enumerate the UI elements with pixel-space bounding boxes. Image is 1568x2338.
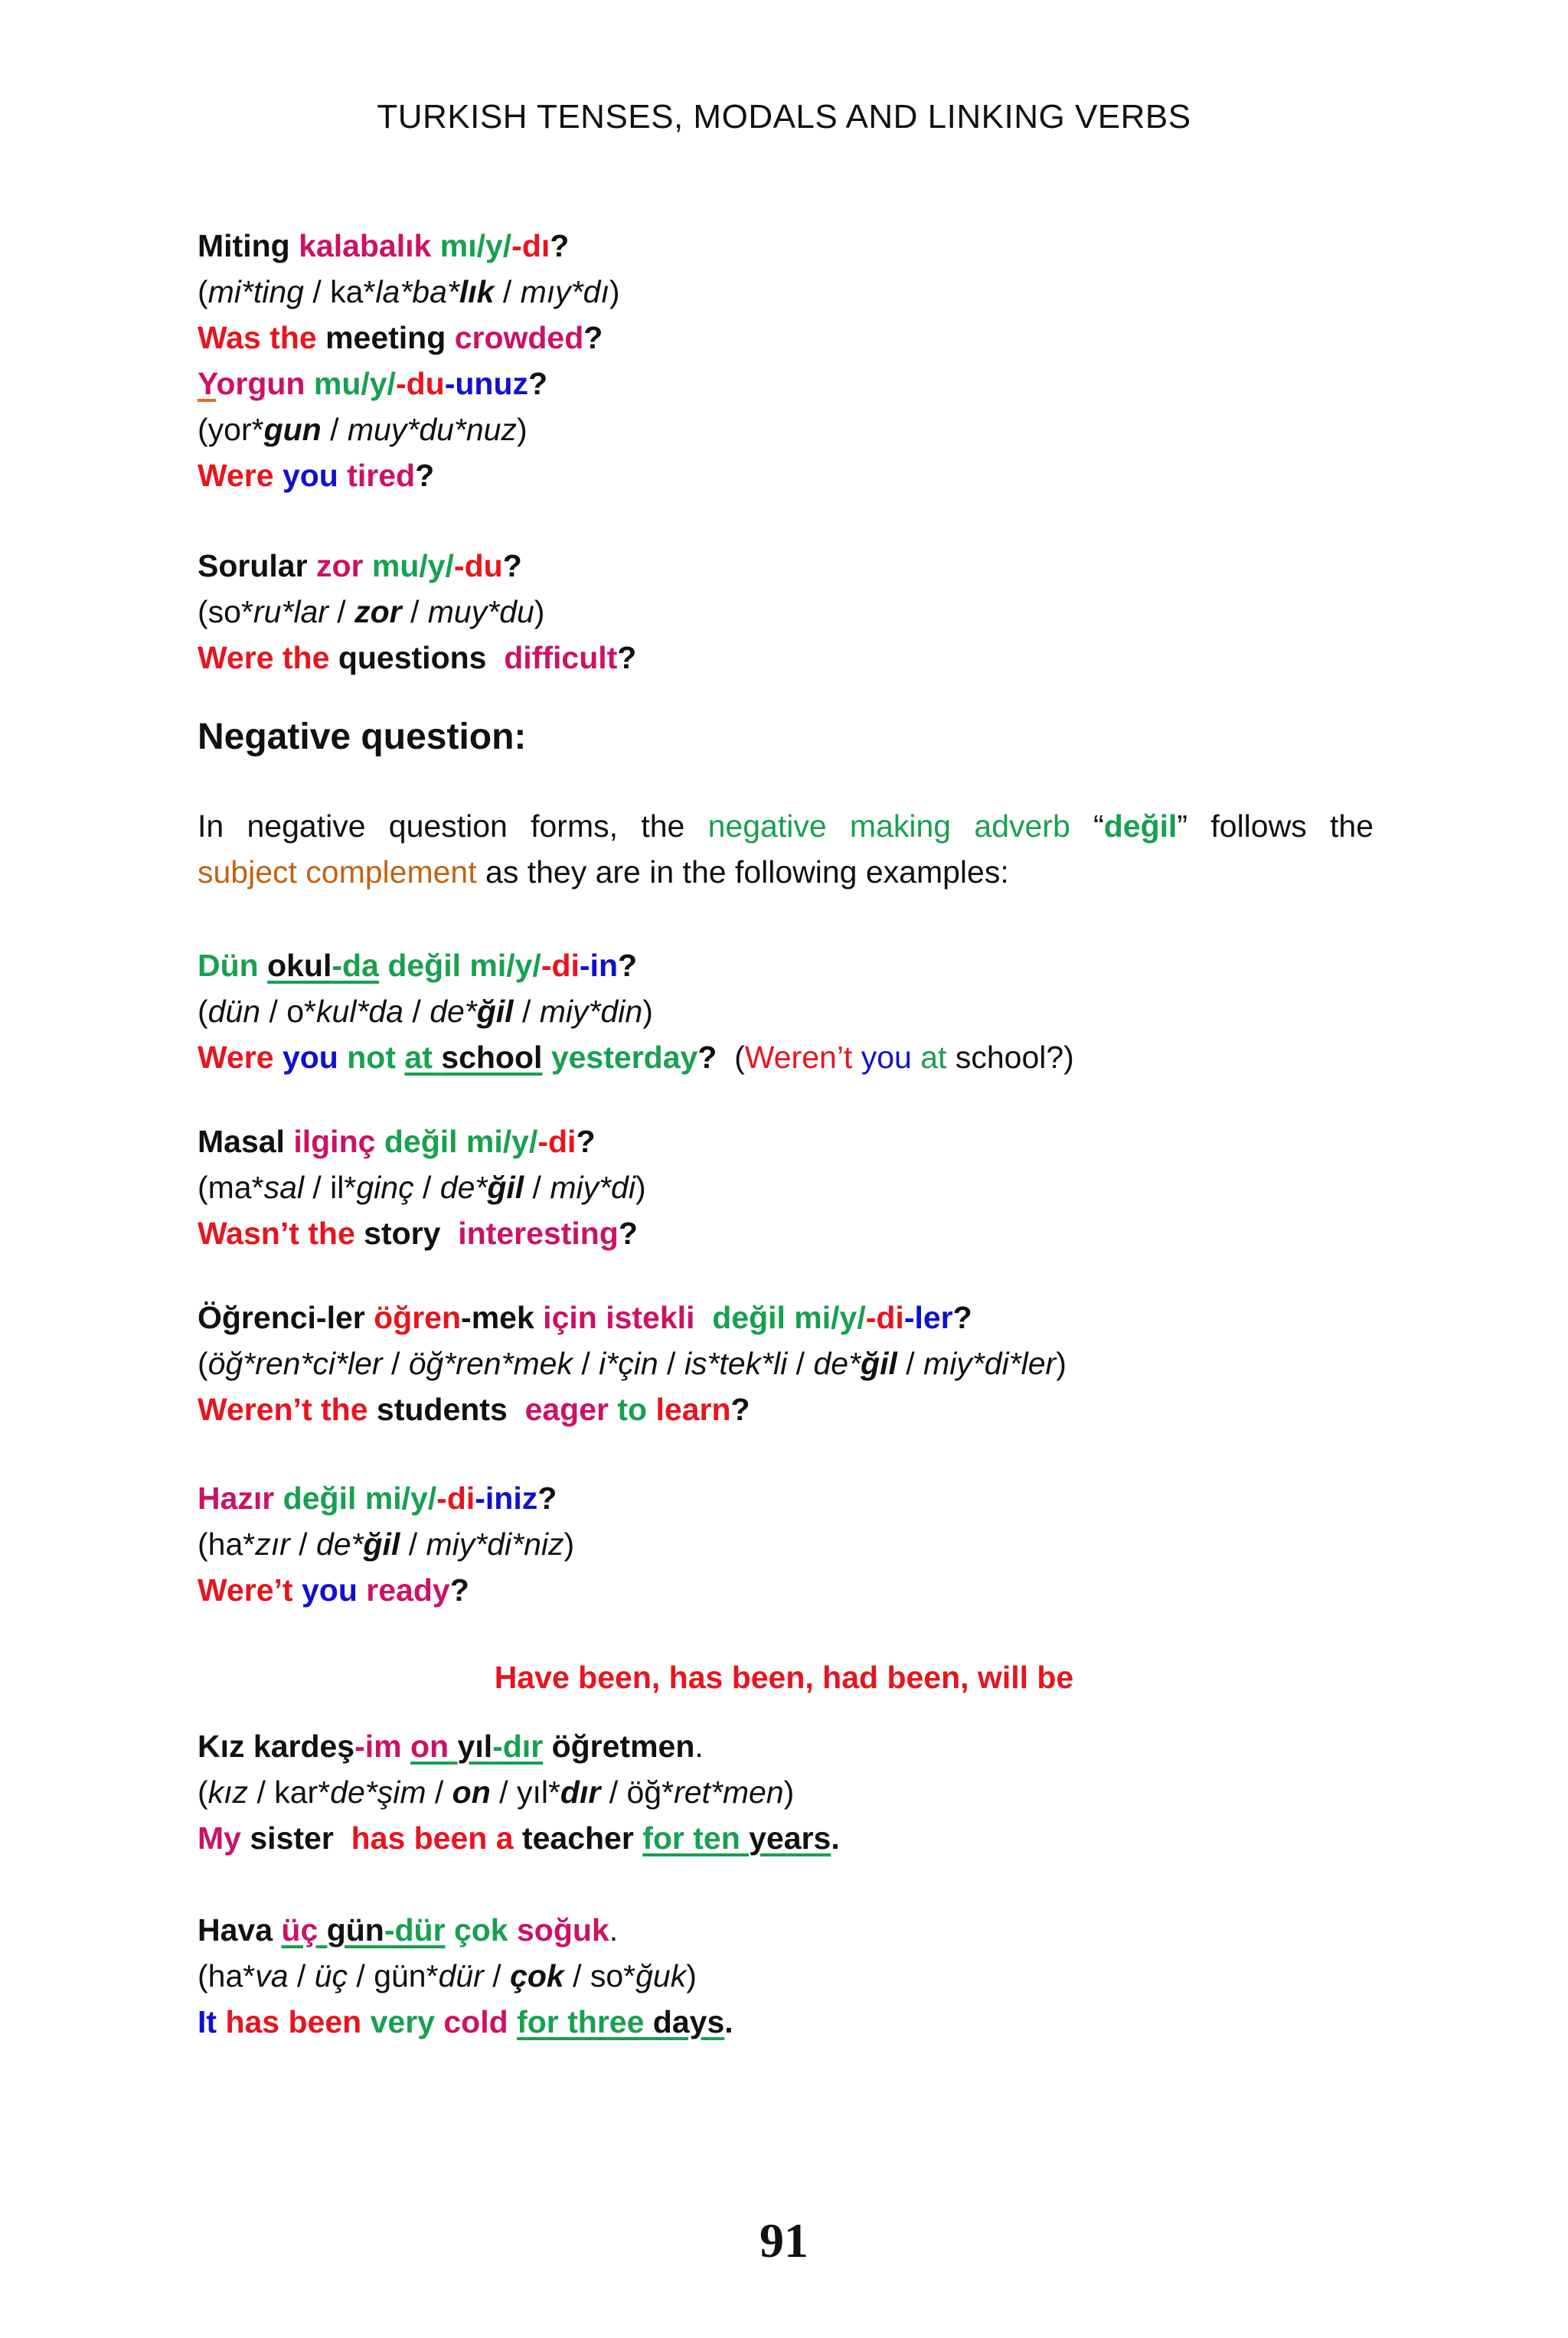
english-translation: Were you not at school yesterday? (Weren’t you at school?) bbox=[198, 1040, 1074, 1075]
word: mı/y/ bbox=[439, 228, 512, 263]
pronunciation: (yor*gun / muy*du*nuz) bbox=[198, 412, 528, 447]
page-header: TURKISH TENSES, MODALS AND LINKING VERBS bbox=[377, 98, 1191, 136]
turkish-sentence: Hava üç gün-dür çok soğuk. bbox=[198, 1912, 619, 1948]
pronunciation: (ha*va / üç / gün*dür / çok / so*ğuk) bbox=[198, 1958, 697, 1994]
punct: ? bbox=[550, 228, 570, 263]
paragraph-line: subject complement as they are in the following examples: bbox=[198, 854, 1009, 890]
turkish-sentence: Hazır değil mi/y/-di-iniz? bbox=[198, 1481, 557, 1516]
section-subheading: Have been, has been, had been, will be bbox=[494, 1660, 1074, 1695]
pronunciation: (dün / o*kul*da / de*ğil / miy*din) bbox=[198, 994, 653, 1029]
pronunciation: (ma*sal / il*ginç / de*ğil / miy*di) bbox=[198, 1170, 646, 1205]
turkish-sentence: Öğrenci-ler öğren-mek için istekli değil mi/y/-di-ler? bbox=[198, 1300, 972, 1335]
english-translation: Was the meeting crowded? bbox=[198, 320, 603, 355]
english-translation: Were you tired? bbox=[198, 458, 435, 493]
english-translation: My sister has been a teacher for ten years. bbox=[198, 1820, 840, 1856]
english-translation: Weren’t the students eager to learn? bbox=[198, 1392, 750, 1427]
english-translation: It has been very cold for three days. bbox=[198, 2004, 733, 2039]
english-translation: Were the questions difficult? bbox=[198, 640, 637, 675]
turkish-sentence bbox=[198, 227, 569, 265]
word: kalabalık bbox=[299, 228, 432, 263]
page-number: 91 bbox=[760, 2213, 808, 2268]
pronunciation: (öğ*ren*ci*ler / öğ*ren*mek / i*çin / is*tek*li / de*ğil / miy*di*ler) bbox=[198, 1346, 1067, 1381]
turkish-sentence: Dün okul-da değil mi/y/-di-in? bbox=[198, 948, 638, 983]
suffix: -dı bbox=[511, 228, 550, 263]
english-translation: Were’t you ready? bbox=[198, 1572, 469, 1608]
turkish-sentence: Yorgun mu/y/-du-unuz? bbox=[198, 366, 548, 401]
word: Miting bbox=[198, 228, 290, 263]
turkish-sentence: Masal ilginç değil mi/y/-di? bbox=[198, 1124, 596, 1159]
turkish-sentence: Kız kardeş-im on yıl-dır öğretmen. bbox=[198, 1729, 704, 1764]
pronunciation: (kız / kar*de*şim / on / yıl*dır / öğ*ret*men) bbox=[198, 1775, 795, 1810]
pronunciation: (ha*zır / de*ğil / miy*di*niz) bbox=[198, 1527, 575, 1562]
pronunciation: (mi*ting / ka*la*ba*lık / mıy*dı) bbox=[198, 274, 620, 309]
pronunciation: (so*ru*lar / zor / muy*du) bbox=[198, 594, 545, 629]
section-heading: Negative question: bbox=[198, 717, 527, 757]
paragraph-line: In negative question forms, the negative making adverb “değil” follows the bbox=[198, 808, 1374, 844]
english-translation: Wasn’t the story interesting? bbox=[198, 1216, 638, 1251]
turkish-sentence: Sorular zor mu/y/-du? bbox=[198, 548, 522, 583]
